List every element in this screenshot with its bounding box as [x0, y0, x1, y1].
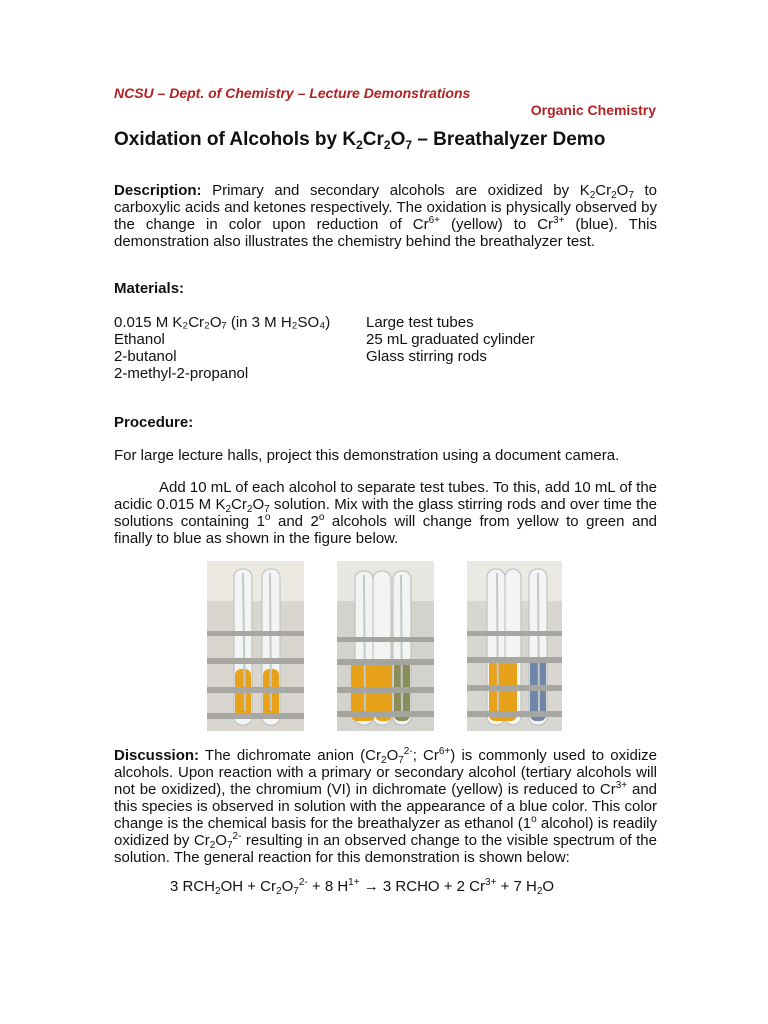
photo-tubes-initial [207, 561, 304, 731]
reaction-equation: 3 $RCH_2OH + Cr_2O_7^{2-} + 8$ $H^{1+} \to 3$ RCHO + 2 $Cr^{3+} + 7$ $H_2O$ [170, 877, 555, 897]
material-item: 2-butanol [114, 348, 177, 365]
procedure-note: For large lecture halls, project this demonstration using a document camera. [114, 447, 620, 464]
photo-tubes-intermediate [337, 561, 434, 731]
material-item: 0.015 M K₂Cr₂O₇ (in 3 M H₂SO₄) [114, 314, 331, 331]
procedure-paragraph: Add 10 mL of each alcohol to separate test tubes. To this, add 10 mL of the acidic 0.015 M $K_2Cr_2O_7$ solution. Mix with the glass stirring rods and over time the solutions containing 1$^o$ and 2$^o$ alcohols will change from yellow to green and finally to blue as shown in the figure below. [114, 479, 657, 547]
procedure-heading: Procedure: [114, 414, 194, 431]
page-title: Oxidation of Alcohols by $K_2Cr_2O_7$ – Breathalyzer Demo [114, 129, 606, 152]
material-item: Glass stirring rods [366, 348, 487, 365]
material-item: Ethanol [114, 331, 165, 348]
materials-list-left [114, 314, 330, 382]
category-label: Organic Chemistry [530, 102, 656, 118]
description-paragraph: Description: Primary and secondary alcohols are oxidized by $K_2Cr_2O_7$ to carboxylic acids and ketones respectively. The oxidation is physically observed by the change in color upon reduction of $Cr^{6+}$ (yellow) to $Cr^{3+}$ (blue). This demonstration also illustrates the chemistry behind the breathalyzer test. [114, 182, 658, 250]
material-item: 2-methyl-2-propanol [114, 365, 249, 382]
discussion-paragraph: Discussion: The dichromate anion ($Cr_2O_7^{2-}$; $Cr^{6+}$) is commonly used to oxidize alcohols. Upon reaction with a primary or secondary alcohol (tertiary alcohols will not be oxidized), the chromium (VI) in dichromate (yellow) is reduced to $Cr^{3+}$ and this species is observed in solution with the appearance of a blue color. This color change is the chemical basis for the breathalyzer as ethanol (1$^o$ alcohol) is readily oxidized by $Cr_2O_7^{2-}$ resulting in an observed change to the visible spectrum of the solution. The general reaction for this demonstration is shown below: [114, 746, 658, 866]
photo-tubes-final [467, 561, 562, 731]
materials-list-right [366, 314, 535, 365]
department-header: NCSU – Dept. of Chemistry – Lecture Demonstrations [114, 85, 471, 101]
material-item: 25 mL graduated cylinder [366, 331, 535, 348]
materials-heading: Materials: [114, 280, 185, 297]
material-item: Large test tubes [366, 314, 474, 331]
